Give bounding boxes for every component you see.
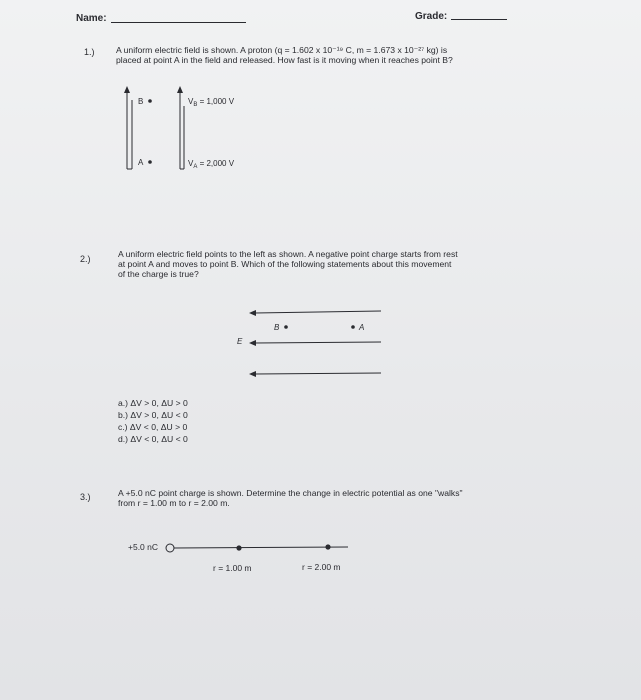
point-b-label: B — [274, 323, 280, 332]
field-arrow-bottom — [249, 371, 256, 377]
point-b-label: B — [138, 97, 144, 106]
r1-dot — [236, 545, 241, 550]
question-1-line-2: placed at point A in the field and released. How fast is it moving when it reaches point B? — [116, 55, 453, 65]
option-b[interactable]: b.) ΔV > 0, ΔU < 0 — [118, 410, 188, 420]
r2-label: r = 2.00 m — [302, 562, 341, 572]
field-line-top — [255, 311, 381, 313]
potential-a-label: $V_A = 2,000$ V — [188, 159, 235, 170]
r2-dot — [325, 544, 330, 549]
question-1-number: 1.) — [84, 47, 95, 57]
question-2-line-1: A uniform electric field points to the left as shown. A negative point charge starts from rest — [118, 249, 458, 259]
question-3-text — [118, 488, 558, 508]
question-2-line-2: at point A and moves to point B. Which of the following statements about this movement — [118, 259, 452, 269]
option-d[interactable]: d.) ΔV < 0, ΔU < 0 — [118, 434, 188, 444]
name-label: Name: — [76, 13, 107, 24]
question-3-line-1: A +5.0 nC point charge is shown. Determine the change in electric potential as one "walks" — [118, 488, 463, 498]
question-2-line-3: of the charge is true? — [118, 269, 199, 279]
point-a-dot — [351, 325, 355, 329]
potential-b-label: $V_B = 1,000$ V — [188, 97, 235, 108]
point-a-dot — [148, 160, 152, 164]
option-c[interactable]: c.) ΔV < 0, ΔU > 0 — [118, 422, 188, 432]
name-blank-line — [111, 22, 246, 23]
point-b-dot — [284, 325, 288, 329]
question-1-text — [116, 45, 546, 65]
question-2-text — [118, 249, 548, 279]
grade-label: Grade: — [415, 11, 448, 22]
charge-label: +5.0 nC — [128, 542, 159, 552]
r1-label: r = 1.00 m — [213, 563, 252, 573]
field-e-label: E — [237, 337, 243, 346]
question-2-number: 2.) — [80, 254, 91, 264]
point-charge-circle — [166, 544, 174, 552]
point-b-dot — [148, 99, 152, 103]
field-arrow-2 — [177, 86, 183, 93]
question-3-number: 3.) — [80, 492, 91, 502]
leftward-field-diagram — [225, 302, 395, 382]
point-a-label: A — [359, 323, 365, 332]
radial-line — [174, 547, 348, 548]
question-1-line-1: A uniform electric field is shown. A proton (q = 1.602 x 10⁻¹⁹ C, m = 1.673 x 10⁻²⁷ kg) is — [116, 45, 448, 55]
field-line-bottom — [255, 373, 381, 374]
point-a-label: A — [138, 158, 144, 167]
answer-options — [118, 397, 188, 445]
uniform-field-diagram — [110, 82, 270, 182]
question-3-line-2: from r = 1.00 m to r = 2.00 m. — [118, 498, 230, 508]
field-arrow-1 — [124, 86, 130, 93]
point-charge-diagram — [120, 535, 370, 580]
grade-blank-line — [451, 19, 507, 20]
field-arrow-top — [249, 310, 256, 316]
field-line-middle — [255, 342, 381, 343]
option-a[interactable]: a.) ΔV > 0, ΔU > 0 — [118, 398, 188, 408]
field-arrow-middle — [249, 340, 256, 346]
